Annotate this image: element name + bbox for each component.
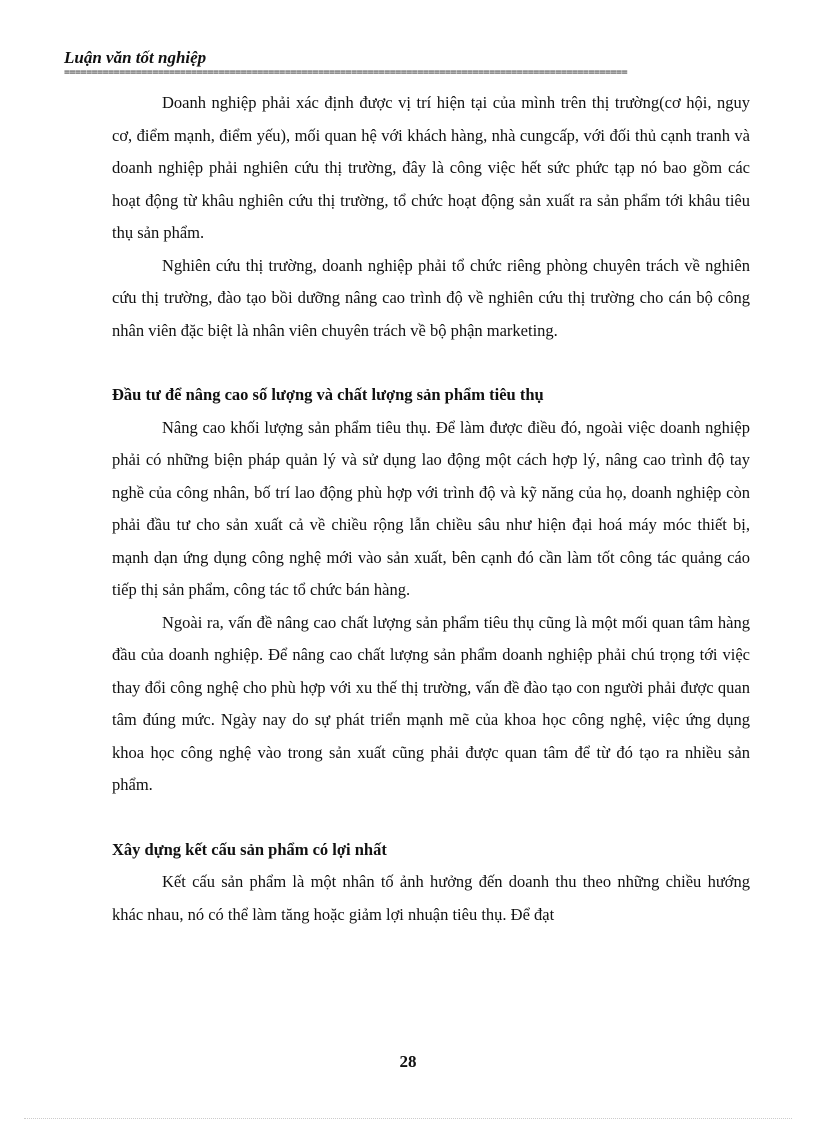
section-spacer xyxy=(112,802,750,834)
section-heading-structure: Xây dựng kết cấu sản phẩm có lợi nhất xyxy=(112,839,387,859)
paragraph-product-structure: Kết cấu sản phẩm là một nhân tố ảnh hưởng đến doanh thu theo những chiều hướng khác nhau, nó có thể làm tăng hoặc giảm lợi nhuận tiêu thụ. Để đạt xyxy=(112,872,750,924)
page-body xyxy=(112,87,750,931)
section-spacer xyxy=(112,347,750,379)
paragraph-market-research: Nghiên cứu thị trường, doanh nghiệp phải tổ chức riêng phòng chuyên trách về nghiên cứu thị trường, đào tạo bồi dưỡng nâng cao trình độ về nghiên cứu thị trường cho cán bộ công nhân viên đặc biệt là nhân viên chuyên trách về bộ phận marketing. xyxy=(112,255,750,340)
paragraph-quality: Ngoài ra, vấn đề nâng cao chất lượng sản phẩm tiêu thụ cũng là một mối quan tâm hàng đầu của doanh nghiệp. Để nâng cao chất lượng sản phẩm doanh nghiệp phải chú trọng tới việc thay đổi công nghệ cho phù hợp với xu thế thị trường, vấn đề đào tạo con người phải được quan tâm đúng mức. Ngày nay do sự phát triển mạnh mẽ của khoa học công nghệ, việc ứng dụng khoa học công nghệ vào trong sản xuất cũng phải được quan tâm để từ đó tạo ra nhiều sản phẩm. xyxy=(112,612,750,794)
paragraph-volume: Nâng cao khối lượng sản phẩm tiêu thụ. Để làm được điều đó, ngoài việc doanh nghiệp phải có những biện pháp quản lý và sử dụng lao động một cách hợp lý, nâng cao trình độ tay nghề của công nhân, bố trí lao động phù hợp với trình độ và kỹ năng của họ, doanh nghiệp còn phải đầu tư cho sản xuất cả về chiều rộng lẫn chiều sâu như hiện đại hoá máy móc thiết bị, mạnh dạn ứng dụng công nghệ mới vào sản xuất, bên cạnh đó cần làm tốt công tác quảng cáo tiếp thị sản phẩm, công tác tổ chức bán hàng. xyxy=(112,417,750,599)
section-heading-investment: Đầu tư để nâng cao số lượng và chất lượng sản phẩm tiêu thụ xyxy=(112,385,544,404)
header-divider: ====================================================================================================== xyxy=(64,68,628,78)
footer-dotted-line xyxy=(24,1118,792,1119)
document-header-title: Luận văn tốt nghiệp xyxy=(64,48,207,67)
page-number: 28 xyxy=(399,1052,417,1071)
paragraph-market-position: Doanh nghiệp phải xác định được vị trí hiện tại của mình trên thị trường(cơ hội, nguy cơ, điểm mạnh, điểm yếu), mối quan hệ với khách hàng, nhà cungcấp, với đối thủ cạnh tranh và doanh nghiệp phải nghiên cứu thị trường, đây là công việc hết sức phức tạp nó bao gồm các hoạt động từ khâu nghiên cứu thị trường, tổ chức hoạt động sản xuất ra sản phẩm tới khâu tiêu thụ sản phẩm. xyxy=(112,93,750,242)
